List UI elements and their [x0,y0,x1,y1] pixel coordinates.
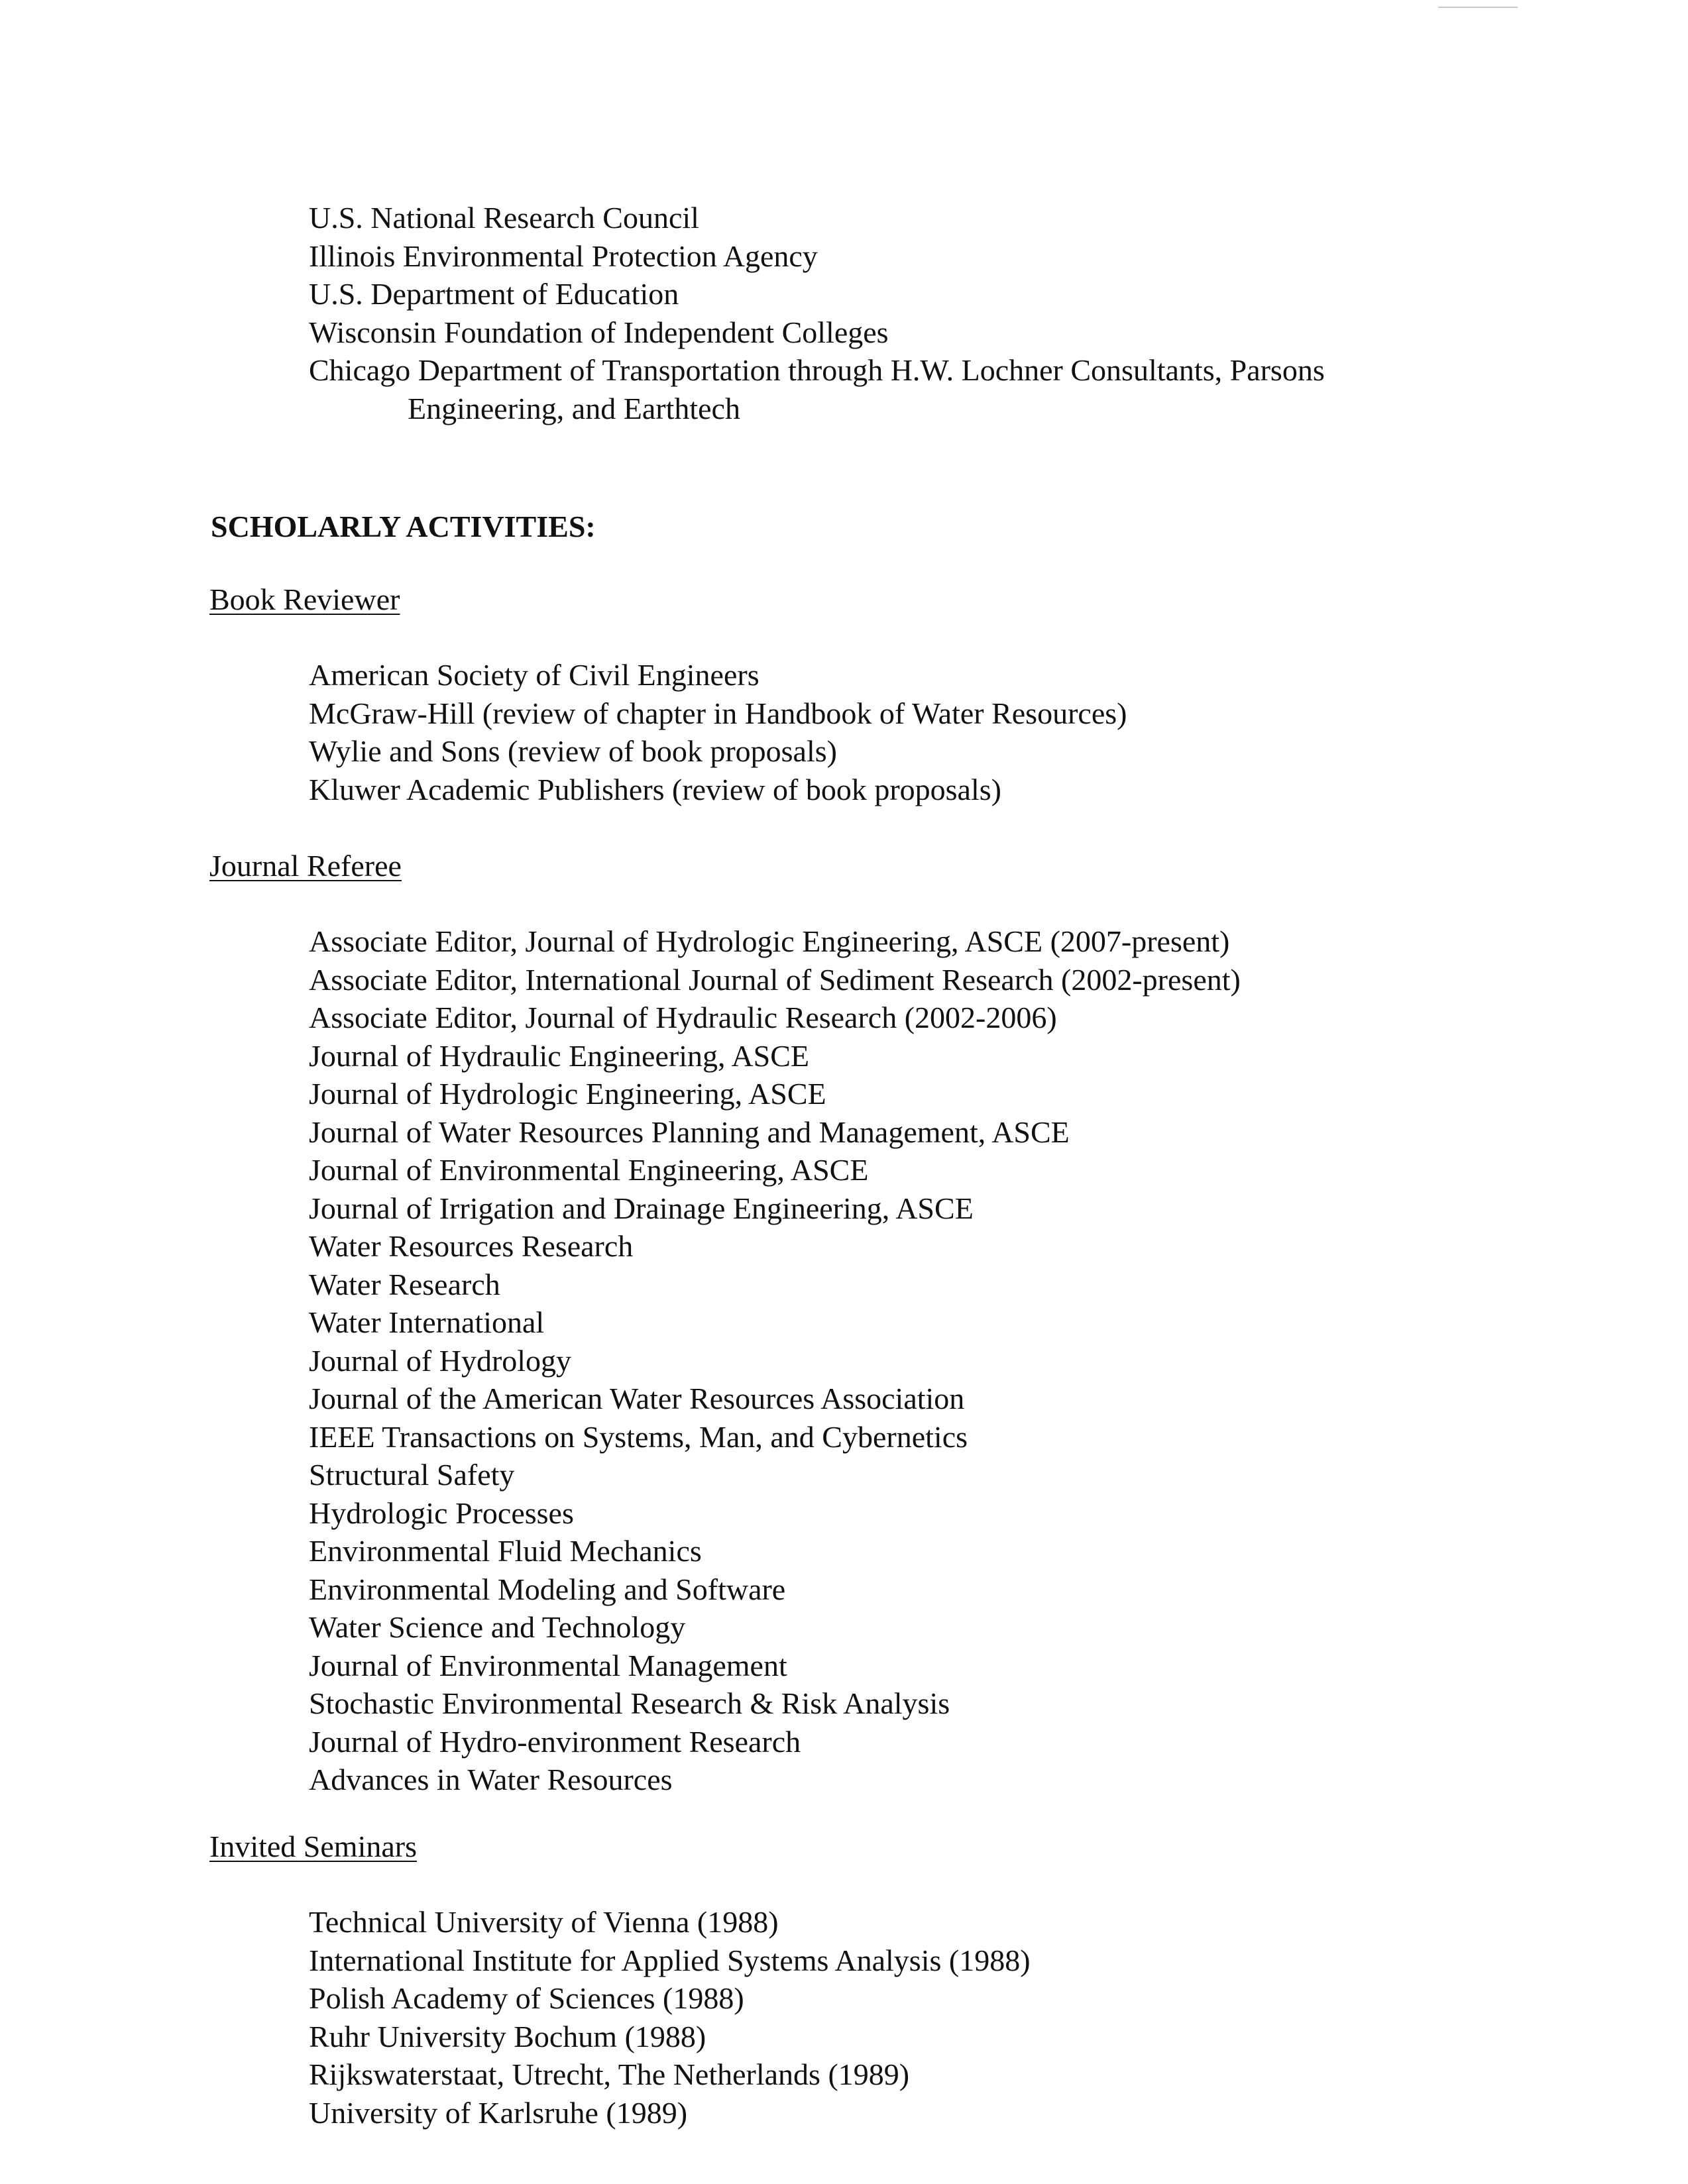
list-item: Associate Editor, Journal of Hydrologic Engineering, ASCE (2007-present) [309,924,1230,958]
list-item: Technical University of Vienna (1988) [309,1905,779,1939]
list-item: U.S. National Research Council [309,201,699,235]
list-item: Rijkswaterstaat, Utrecht, The Netherlands (1989) [309,2057,910,2091]
subsection-title-book-reviewer: Book Reviewer [209,582,400,616]
list-item: University of Karlsruhe (1989) [309,2095,688,2130]
funding-sources-list [309,199,1325,390]
list-item: Journal of Hydrology [309,1343,572,1378]
list-item: Hydrologic Processes [309,1496,574,1530]
list-item: Water Resources Research [309,1229,634,1263]
list-item: Kluwer Academic Publishers (review of book proposals) [309,772,1001,806]
list-item: Polish Academy of Sciences (1988) [309,1981,744,2015]
list-item: Journal of Hydraulic Engineering, ASCE [309,1038,810,1073]
list-item: American Society of Civil Engineers [309,658,760,692]
list-item: Journal of Irrigation and Drainage Engineering, ASCE [309,1191,974,1225]
list-item: Stochastic Environmental Research & Risk Analysis [309,1686,950,1720]
list-item: Associate Editor, Journal of Hydraulic Research (2002-2006) [309,1001,1057,1034]
list-item: Structural Safety [309,1458,515,1492]
list-item: Illinois Environmental Protection Agency [309,239,818,273]
list-item: McGraw-Hill (review of chapter in Handbook of Water Resources) [309,696,1127,730]
section-heading: SCHOLARLY ACTIVITIES: [211,510,596,543]
book-reviewer-list [309,656,1127,808]
list-item: Ruhr University Bochum (1988) [309,2019,706,2053]
list-item: Journal of Water Resources Planning and Management, ASCE [309,1115,1070,1149]
journal-referee-list [309,922,1241,1799]
subsection-title-journal-referee: Journal Referee [209,849,402,883]
list-item: Environmental Fluid Mechanics [309,1534,702,1568]
list-item: Advances in Water Resources [309,1763,673,1796]
list-item: Wisconsin Foundation of Independent Colleges [309,315,889,349]
list-item: Journal of Environmental Engineering, ASCE [309,1153,869,1187]
list-item: Journal of Hydrologic Engineering, ASCE [309,1077,826,1111]
list-item: U.S. Department of Education [309,277,679,311]
list-item: Associate Editor, International Journal of Sediment Research (2002-present) [309,962,1241,997]
list-item-continuation: Engineering, and Earthtech [408,392,740,425]
list-item: Journal of Environmental Management [309,1648,787,1682]
list-item: Journal of the American Water Resources Association [309,1382,965,1415]
list-item: Water Research [309,1267,500,1301]
invited-seminars-list [309,1903,1031,2132]
list-item: Water Science and Technology [309,1610,686,1644]
list-item: Environmental Modeling and Software [309,1572,786,1606]
list-item: Wylie and Sons (review of book proposals) [309,734,837,768]
list-item: Water International [309,1305,545,1339]
list-item: Journal of Hydro-environment Research [309,1724,801,1759]
list-item: Chicago Department of Transportation through H.W. Lochner Consultants, Parsons [309,353,1325,387]
subsection-title-invited-seminars: Invited Seminars [209,1829,417,1863]
scan-artifact-mark [1438,7,1518,8]
list-item: IEEE Transactions on Systems, Man, and Cybernetics [309,1419,968,1454]
list-item: International Institute for Applied Systems Analysis (1988) [309,1943,1031,1977]
